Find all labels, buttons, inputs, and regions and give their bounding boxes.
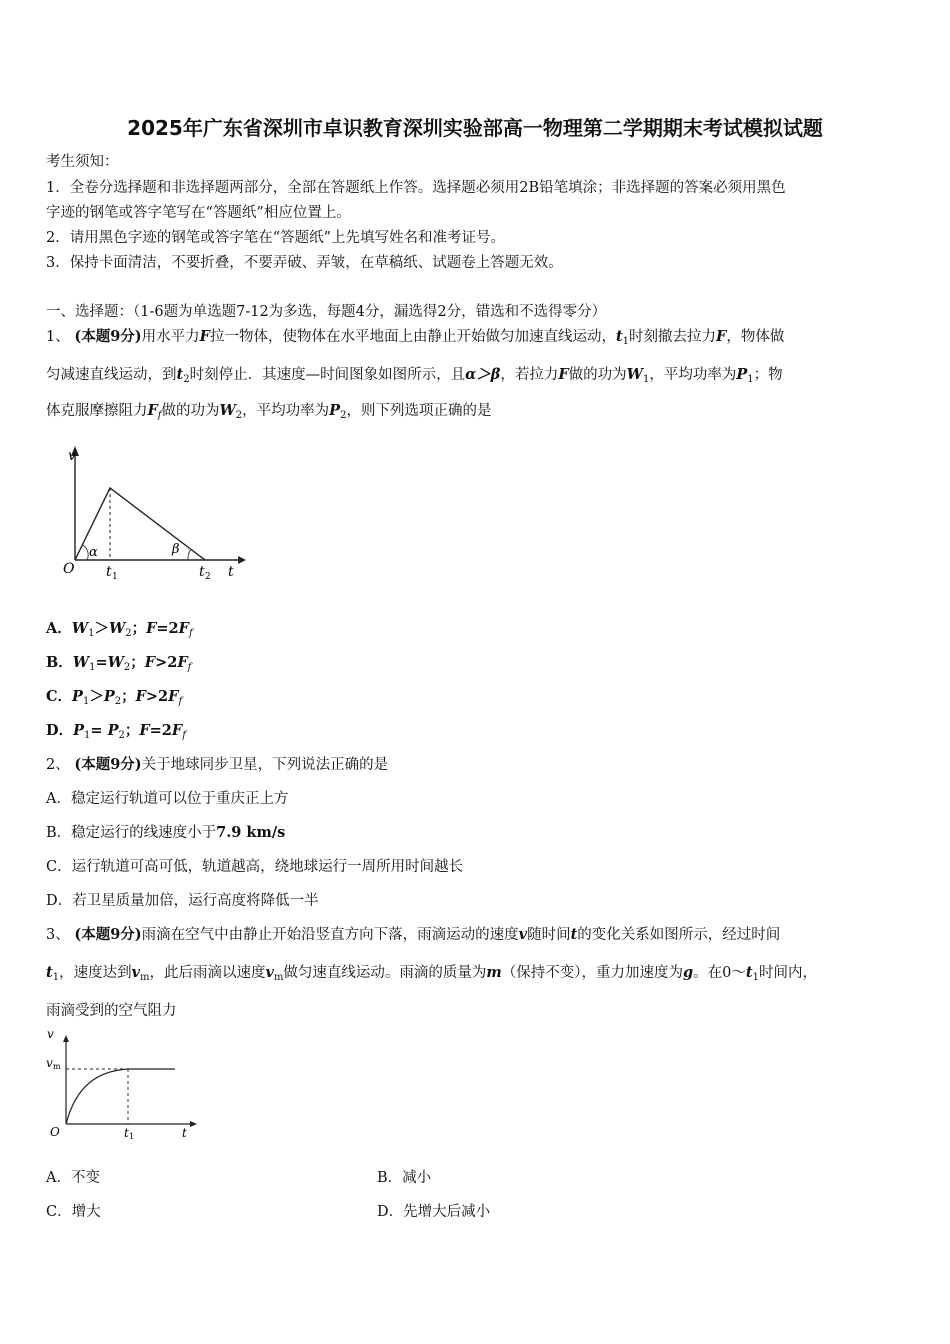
q2-option-c[interactable]: C．运行轨道可高可低，轨道越高，绕地球运行一周所用时间越长 bbox=[46, 859, 464, 875]
q1-graph-t1: t bbox=[106, 564, 112, 580]
q1-graph-t2: t bbox=[199, 564, 205, 580]
option-var: P bbox=[107, 722, 119, 739]
q1-score: (本题9分) bbox=[74, 328, 142, 345]
q1-line-3 bbox=[46, 401, 491, 426]
option-var: F bbox=[135, 688, 146, 705]
q1-line-1 bbox=[46, 327, 784, 352]
q1-graph-beta: β bbox=[172, 542, 180, 557]
option-sub: 2 bbox=[114, 696, 122, 707]
q2-number: 2、 bbox=[46, 757, 70, 773]
option-sub: f bbox=[188, 628, 193, 639]
option-sub: f bbox=[187, 662, 192, 673]
q1-line-2 bbox=[46, 365, 783, 390]
q3-graph-origin: O bbox=[50, 1125, 60, 1139]
q1-graph-t2-sub: 2 bbox=[205, 572, 211, 582]
q1-text: ，则下列选项正确的是 bbox=[346, 403, 492, 419]
q3-option-a[interactable]: A．不变 bbox=[46, 1170, 100, 1186]
q3-var-t1: t bbox=[745, 964, 753, 981]
option-op: ＞ bbox=[89, 688, 104, 705]
option-var: W bbox=[72, 654, 90, 671]
q1-sub: 2 bbox=[340, 410, 347, 421]
q1-beta-arc bbox=[188, 549, 191, 560]
q1-vt-graph bbox=[60, 440, 250, 585]
option-var: W bbox=[107, 654, 124, 671]
option-op: = bbox=[95, 654, 108, 671]
q3-graph-vm: v bbox=[46, 1056, 53, 1070]
option-var: P bbox=[103, 688, 115, 705]
q3-option-d[interactable]: D．先增大后减小 bbox=[377, 1204, 491, 1220]
option-var: F bbox=[144, 654, 156, 671]
q3-sub: m bbox=[273, 972, 284, 983]
q3-line-1 bbox=[46, 925, 780, 945]
q3-text: 的变化关系如图所示，经过时间 bbox=[577, 927, 781, 943]
q3-var-v: v bbox=[518, 926, 528, 943]
q2-score: (本题9分) bbox=[74, 756, 142, 773]
option-sep: ； bbox=[130, 654, 145, 671]
option-var: F bbox=[177, 654, 188, 671]
q3-var-g: g bbox=[683, 964, 694, 981]
notice-item-2: 2．请用黑色字迹的钢笔或答字笔在“答题纸”上先填写姓名和准考证号。 bbox=[46, 230, 506, 246]
option-sub: 1 bbox=[89, 662, 96, 673]
q3-text: 雨滴在空气中由静止开始沿竖直方向下落，雨滴运动的速度 bbox=[141, 927, 519, 943]
q1-text: 做的功为 bbox=[161, 403, 220, 419]
option-sub: 1 bbox=[88, 628, 95, 639]
q1-var-Ff: F bbox=[147, 402, 158, 419]
option-sub: 2 bbox=[123, 662, 131, 673]
option-var: F bbox=[178, 620, 189, 637]
q3-v-axis-arrow bbox=[63, 1035, 69, 1042]
option-op: >2 bbox=[155, 654, 178, 671]
option-label: B． bbox=[46, 654, 73, 671]
q2-text: 关于地球同步卫星，下列说法正确的是 bbox=[141, 757, 389, 773]
option-var: F bbox=[171, 722, 183, 739]
option-op: ＞ bbox=[94, 620, 109, 637]
q3-vt-graph bbox=[42, 1026, 202, 1144]
q1-text: 用水平力 bbox=[141, 329, 200, 345]
q1-var-P: P bbox=[736, 366, 748, 383]
q3-sub: m bbox=[140, 972, 150, 983]
q1-text: 做的功为 bbox=[568, 367, 627, 383]
q1-text: 时刻撤去拉力 bbox=[629, 329, 717, 345]
q3-graph-t1: t bbox=[124, 1126, 129, 1140]
q1-text: 拉一物体，使物体在水平地面上由静止开始做匀加速直线运动， bbox=[209, 329, 616, 345]
q1-var-F: F bbox=[558, 366, 569, 383]
q3-option-c[interactable]: C．增大 bbox=[46, 1204, 101, 1220]
q1-var-t2: t bbox=[176, 366, 184, 383]
option-sep: ； bbox=[124, 722, 140, 739]
q1-var-W: W bbox=[219, 402, 236, 419]
option-op: >2 bbox=[145, 688, 169, 705]
q3-var-vm: v bbox=[265, 964, 274, 981]
q1-text: 匀减速直线运动，到 bbox=[46, 367, 177, 383]
q1-graph-origin: O bbox=[63, 561, 75, 577]
q1-number: 1、 bbox=[46, 329, 70, 345]
q3-velocity-curve bbox=[66, 1069, 128, 1124]
q1-option-d[interactable] bbox=[46, 721, 186, 746]
option-sub: 2 bbox=[125, 628, 132, 639]
q3-var-t1: t bbox=[46, 964, 53, 981]
q1-text: 时刻停止．其速度—时间图象如图所示，且 bbox=[189, 367, 466, 383]
option-var: W bbox=[71, 620, 89, 637]
option-sub: 2 bbox=[118, 730, 125, 741]
q1-sub: 1 bbox=[747, 374, 754, 385]
q2-option-a[interactable]: A．稳定运行轨道可以位于重庆正上方 bbox=[46, 791, 289, 807]
q1-graph-t1-sub: 1 bbox=[112, 572, 118, 582]
option-sub: 1 bbox=[82, 696, 90, 707]
q3-text: 做匀速直线运动。雨滴的质量为 bbox=[283, 965, 487, 981]
q3-var-m: m bbox=[486, 964, 502, 981]
option-var: W bbox=[108, 620, 126, 637]
q3-text: 。在0～ bbox=[693, 965, 746, 981]
q1-var-F: F bbox=[199, 328, 210, 345]
q3-text: ，此后雨滴以速度 bbox=[149, 965, 266, 981]
q1-var-W: W bbox=[626, 366, 643, 383]
page-title: 2025年广东省深圳市卓识教育深圳实验部高一物理第二学期期末考试模拟试题 bbox=[127, 116, 823, 140]
q1-text: ，平均功率为 bbox=[649, 367, 737, 383]
q3-line-2 bbox=[46, 963, 817, 988]
q1-var-t1: t bbox=[615, 328, 623, 345]
q3-text: 随时间 bbox=[527, 927, 571, 943]
option-label: D． bbox=[46, 722, 74, 739]
q1-option-c[interactable] bbox=[46, 687, 182, 712]
q3-text: （保持不变），重力加速度为 bbox=[501, 965, 684, 981]
q3-graph-t1-sub: 1 bbox=[129, 1132, 135, 1141]
q3-number: 3、 bbox=[46, 927, 70, 943]
option-var: F bbox=[139, 722, 150, 739]
q3-text: ，速度达到 bbox=[59, 965, 132, 981]
notice-item-3: 3．保持卡面清洁，不要折叠，不要弄破、弄皱，在草稿纸、试题卷上答题无效。 bbox=[46, 255, 563, 271]
option-sub: f bbox=[182, 730, 186, 741]
option-sep: ； bbox=[121, 688, 136, 705]
option-sub: f bbox=[178, 696, 183, 707]
q1-graph-alpha: α bbox=[89, 545, 98, 560]
q2-option-b[interactable] bbox=[46, 823, 285, 843]
option-op: = bbox=[90, 722, 108, 739]
option-op: =2 bbox=[156, 620, 179, 637]
q1-var-F: F bbox=[716, 328, 727, 345]
q3-sub: 1 bbox=[752, 972, 759, 983]
notice-heading: 考生须知： bbox=[46, 154, 119, 170]
q1-text: ；物 bbox=[753, 367, 783, 383]
notice-item-1: 1．全卷分选择题和非选择题两部分，全部在答题纸上作答。选择题必须用2B铅笔填涂；非选择题的答案必须用黑色 bbox=[46, 180, 786, 196]
q1-sub: 2 bbox=[183, 374, 190, 385]
q2-option-b-value: 7.9 km/s bbox=[216, 824, 286, 841]
q1-text: ，物体做 bbox=[726, 329, 785, 345]
notice-item-1-cont: 字迹的钢笔或答字笔写在“答题纸”相应位置上。 bbox=[46, 205, 351, 221]
q1-alpha-beta: α＞β bbox=[465, 366, 501, 383]
q3-var-vm: v bbox=[131, 964, 141, 981]
q1-var-P: P bbox=[329, 402, 341, 419]
q1-t-axis-arrow bbox=[238, 556, 246, 564]
q2-option-d[interactable]: D．若卫星质量加倍，运行高度将降低一半 bbox=[46, 893, 319, 909]
q3-var-t: t bbox=[570, 926, 578, 943]
q1-text: ，平均功率为 bbox=[242, 403, 330, 419]
option-sub: 1 bbox=[83, 730, 91, 741]
q3-graph-vm-sub: m bbox=[53, 1062, 61, 1071]
q3-option-b[interactable]: B．减小 bbox=[377, 1170, 432, 1186]
option-var: P bbox=[72, 688, 83, 705]
option-label: A． bbox=[46, 620, 72, 637]
q3-sub: 1 bbox=[52, 972, 60, 983]
section-heading: 一、选择题：（1-6题为单选题7-12为多选，每题4分，漏选得2分，错选和不选得零分） bbox=[46, 304, 607, 320]
q3-line-3: 雨滴受到的空气阻力 bbox=[46, 1003, 177, 1019]
q1-option-a[interactable] bbox=[46, 619, 193, 644]
q1-sub: 2 bbox=[235, 410, 243, 421]
q3-graph-t-label: t bbox=[182, 1126, 187, 1140]
q1-text: ，若拉力 bbox=[500, 367, 559, 383]
q1-graph-v-label: v bbox=[68, 448, 76, 464]
option-sep: ； bbox=[131, 620, 147, 637]
q1-alpha-arc bbox=[83, 545, 88, 560]
q2-stem bbox=[46, 755, 388, 775]
option-var: F bbox=[146, 620, 157, 637]
option-label: C． bbox=[46, 688, 73, 705]
option-var: F bbox=[168, 688, 179, 705]
q1-sub: f bbox=[157, 410, 162, 421]
q3-graph-v-label: v bbox=[47, 1027, 54, 1041]
q3-t-axis-arrow bbox=[190, 1121, 197, 1127]
q1-option-b[interactable] bbox=[46, 653, 191, 678]
option-op: =2 bbox=[149, 722, 172, 739]
q3-text: 时间内， bbox=[758, 965, 817, 981]
option-var: P bbox=[73, 722, 84, 739]
q1-sub: 1 bbox=[642, 374, 650, 385]
q2-option-b-text: B．稳定运行的线速度小于 bbox=[46, 825, 217, 841]
q3-score: (本题9分) bbox=[74, 926, 142, 943]
q1-sub: 1 bbox=[622, 336, 630, 347]
q1-graph-t-label: t bbox=[228, 564, 234, 580]
q1-text: 体克服摩擦阻力 bbox=[46, 403, 148, 419]
